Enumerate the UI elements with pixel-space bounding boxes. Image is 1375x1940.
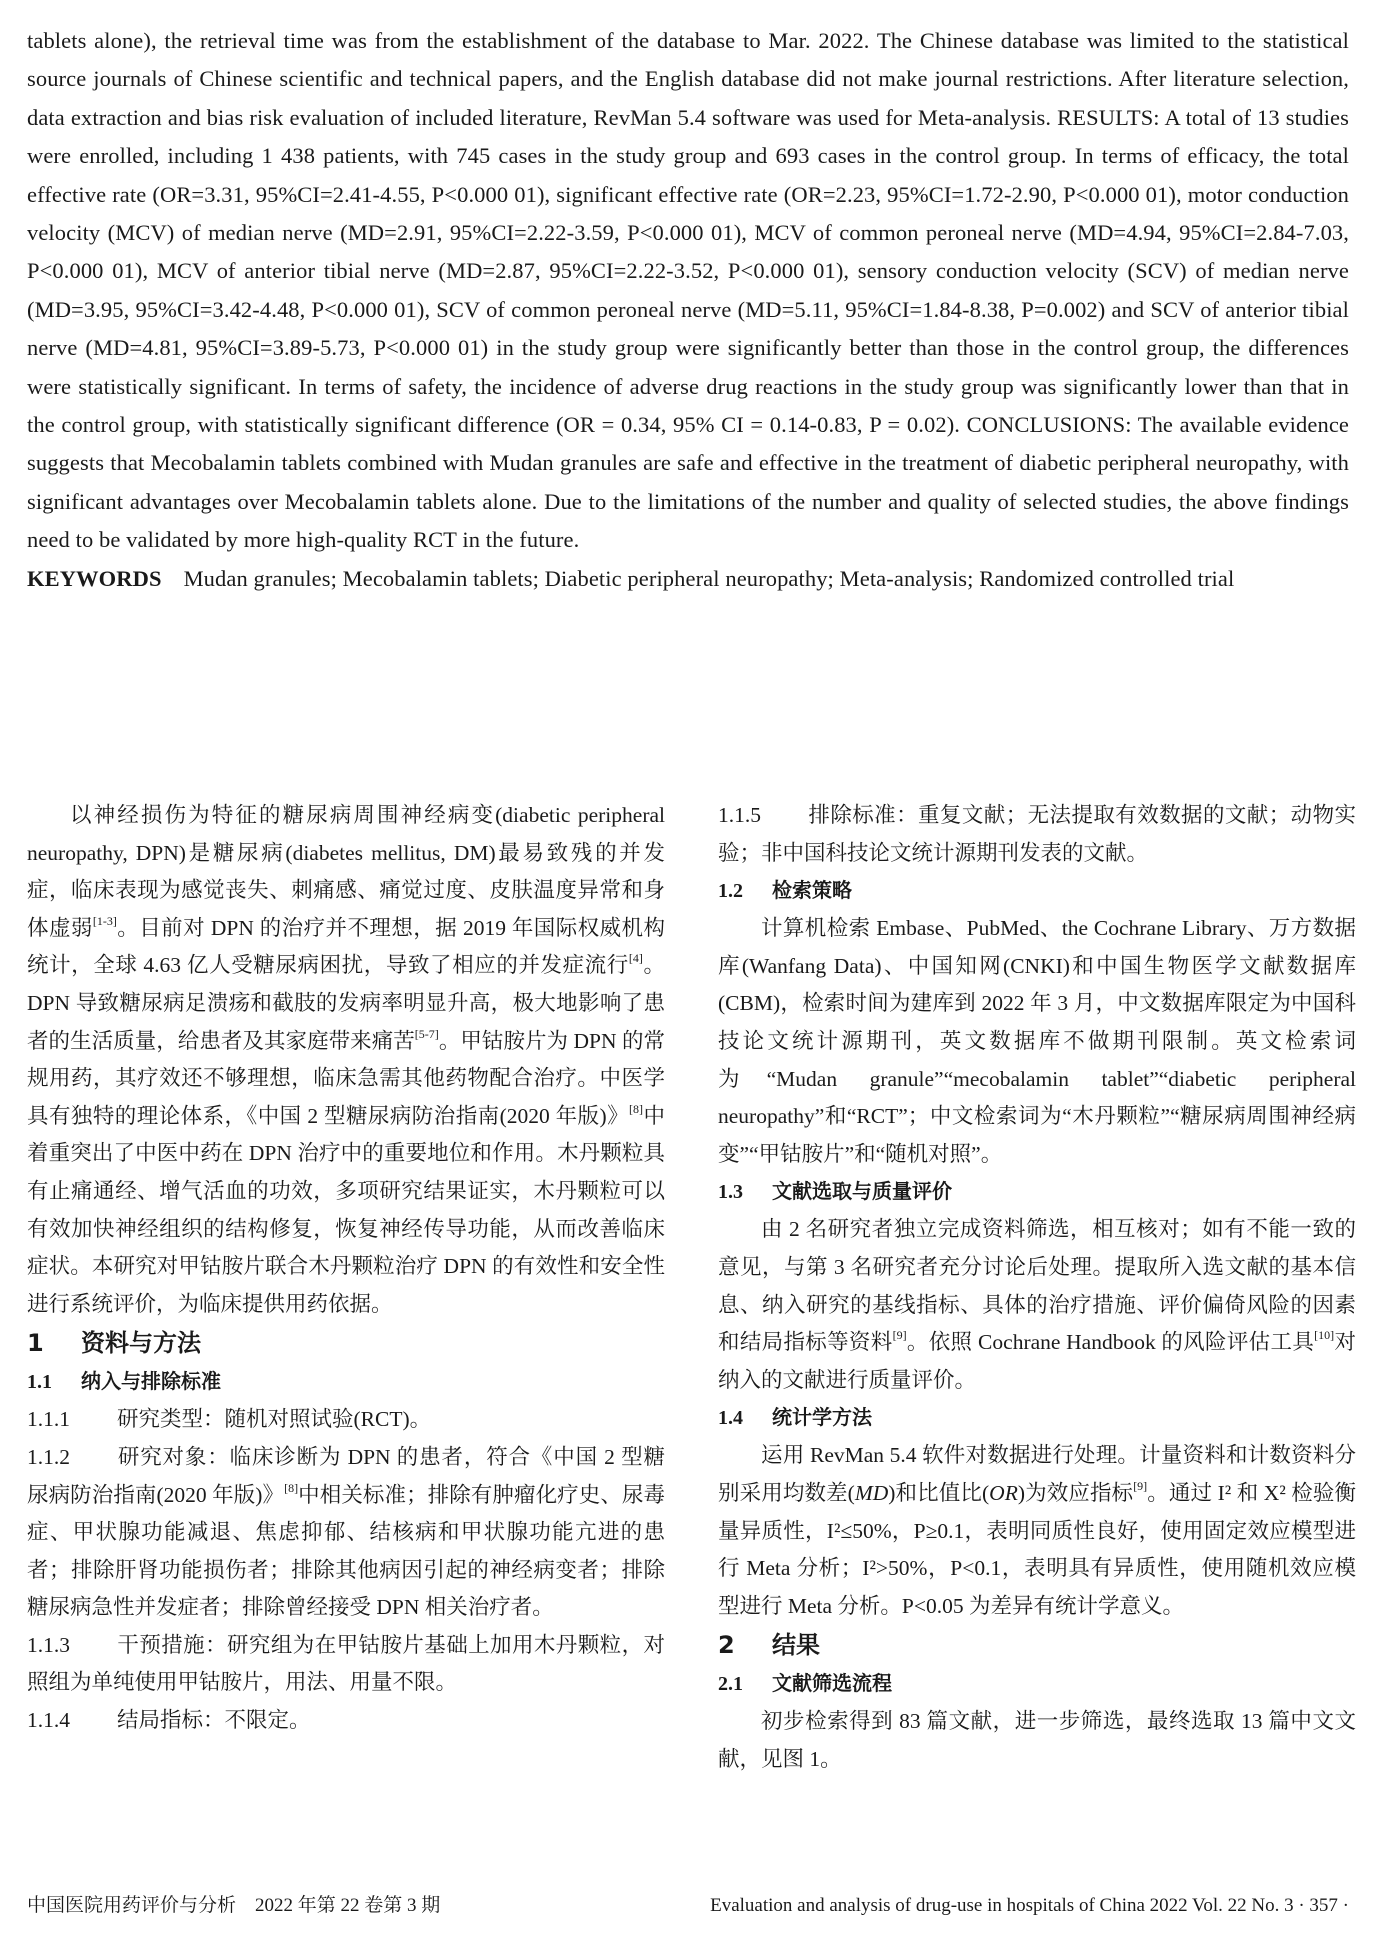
subsection-1-1-4: 1.1.4 结局指标：不限定。 <box>27 1708 311 1733</box>
section-heading-2-1: 2.1 文献筛选流程 <box>718 1671 892 1696</box>
search-strategy-paragraph: 计算机检索 Embase、PubMed、the Cochrane Library、万方数据库(Wanfang Data)、中国知网(CNKI)和中国生物医学文献数据库(CBM)，检索时间为建库到 2022 年 3 月，中文数据库限定为中国科技论文统计源期刊，英文数据库不做期刊限制。英文检索词为“Mudan granule”“mecobalamin tablet”“diabetic peripheral neuropathy”和“RCT”；中文检索词为“木丹颗粒”“糖尿病周围神经病变”“甲钴胺片”和“随机对照”。 <box>718 916 1356 1166</box>
subsection-1-1-1: 1.1.1 研究类型：随机对照试验(RCT)。 <box>27 1407 432 1432</box>
intro-paragraph: 以神经损伤为特征的糖尿病周围神经病变(diabetic peripheral neuropathy, DPN)是糖尿病(diabetes mellitus, DM)最易致残的并发症，临床表现为感觉丧失、刺痛感、痛觉过度、皮肤温度异常和身体虚弱[1-3]。目前对 DPN 的治疗并不理想，据 2019 年国际权威机构统计，全球 4.63 亿人受糖尿病困扰，导致了相应的并发症流行[4]。DPN 导致糖尿病足溃疡和截肢的发病率明显升高，极大地影响了患者的生活质量，给患者及其家庭带来痛苦[5-7]。甲钴胺片为 DPN 的常规用药，其疗效还不够理想，临床急需其他药物配合治疗。中医学具有独特的理论体系，《中国 2 型糖尿病防治指南(2020 年版)》[8]中着重突出了中医中药在 DPN 治疗中的重要地位和作用。木丹颗粒具有止痛通经、增气活血的功效，多项研究结果证实，木丹颗粒可以有效加快神经组织的结构修复，恢复神经传导功能，从而改善临床症状。本研究对甲钴胺片联合木丹颗粒治疗 DPN 的有效性和安全性进行系统评价，为临床提供用药依据。 <box>27 803 665 1316</box>
section-heading-1-3: 1.3 文献选取与质量评价 <box>718 1179 952 1204</box>
keywords-text: Mudan granules; Mecobalamin tablets; Diabetic peripheral neuropathy; Meta-analysis; Randomized controlled trial <box>183 565 1235 591</box>
citation: [9] <box>892 1328 907 1343</box>
section-heading-1: 1 资料与方法 <box>27 1329 201 1358</box>
citation: [9] <box>1133 1478 1148 1493</box>
section-heading-1-4: 1.4 统计学方法 <box>718 1405 872 1430</box>
footer-journal-cn: 中国医院用药评价与分析 2022 年第 22 卷第 3 期 <box>27 1895 441 1916</box>
subsection-1-1-5: 1.1.5 排除标准：重复文献；无法提取有效数据的文献；动物实验；非中国科技论文统计源期刊发表的文献。 <box>718 803 1356 865</box>
right-column <box>718 797 1356 1778</box>
page-footer <box>27 1893 1349 1919</box>
section-heading-2: 2 结果 <box>718 1631 820 1660</box>
section-heading-1-2: 1.2 检索策略 <box>718 878 852 903</box>
keywords-label: KEYWORDS <box>27 565 162 591</box>
abstract-body: tablets alone), the retrieval time was from the establishment of the database to Mar. 2022. The Chinese database was limited to the statistical source journals of Chinese scientific and technical papers, and the English database did not make journal restrictions. After literature selection, data extraction and bias risk evaluation of included literature, RevMan 5.4 software was used for Meta-analysis. RESULTS: A total of 13 studies were enrolled, including 1 438 patients, with 745 cases in the study group and 693 cases in the control group. In terms of efficacy, the total effective rate (OR=3.31, 95%CI=2.41-4.55, P<0.000 01), significant effective rate (OR=2.23, 95%CI=1.72-2.90, P<0.000 01), motor conduction velocity (MCV) of median nerve (MD=2.91, 95%CI=2.22-3.59, P<0.000 01), MCV of common peroneal nerve (MD=4.94, 95%CI=2.84-7.03, P<0.000 01), MCV of anterior tibial nerve (MD=2.87, 95%CI=2.22-3.52, P<0.000 01), sensory conduction velocity (SCV) of median nerve (MD=3.95, 95%CI=3.42-4.48, P<0.000 01), SCV of common peroneal nerve (MD=5.11, 95%CI=1.84-8.38, P=0.002) and SCV of anterior tibial nerve (MD=4.81, 95%CI=3.89-5.73, P<0.000 01) in the study group were significantly better than those in the control group, the differences were statistically significant. In terms of safety, the incidence of adverse drug reactions in the study group was significantly lower than that in the control group, with statistically significant difference (OR = 0.34, 95% CI = 0.14-0.83, P = 0.02). CONCLUSIONS: The available evidence suggests that Mecobalamin tablets combined with Mudan granules are safe and effective in the treatment of diabetic peripheral neuropathy, with significant advantages over Mecobalamin tablets alone. Due to the limitations of the number and quality of selected studies, the above findings need to be validated by more high-quality RCT in the future. <box>27 28 1349 553</box>
statistics-paragraph: 运用 RevMan 5.4 软件对数据进行处理。计量资料和计数资料分别采用均数差(MD)和比值比(OR)为效应指标[9]。通过 I² 和 X² 检验衡量异质性，I²≤50%，P≥0.1，表明同质性良好，使用固定效应模型进行 Meta 分析；I²>50%，P<0.1，表明具有异质性，使用随机效应模型进行 Meta 分析。P<0.05 为差异有统计学意义。 <box>718 1443 1356 1618</box>
citation: [8] <box>629 1101 644 1116</box>
section-heading-1-1: 1.1 纳入与排除标准 <box>27 1369 221 1394</box>
citation: [5-7] <box>414 1026 439 1041</box>
citation: [4] <box>628 951 643 966</box>
subsection-1-1-3: 1.1.3 干预措施：研究组为在甲钴胺片基础上加用木丹颗粒，对照组为单纯使用甲钴胺片，用法、用量不限。 <box>27 1632 665 1695</box>
footer-journal-en: Evaluation and analysis of drug-use in hospitals of China 2022 Vol. 22 No. 3 · 357 · <box>710 1895 1349 1916</box>
selection-quality-paragraph: 由 2 名研究者独立完成资料筛选，相互核对；如有不能一致的意见，与第 3 名研究者充分讨论后处理。提取所入选文献的基本信息、纳入研究的基线指标、具体的治疗措施、评价偏倚风险的因素和结局指标等资料[9]。依照 Cochrane Handbook 的风险评估工具[10]对纳入的文献进行质量评价。 <box>718 1217 1356 1392</box>
keywords <box>27 560 1349 598</box>
citation: [8] <box>284 1480 299 1495</box>
citation: [1-3] <box>92 913 117 928</box>
screening-paragraph: 初步检索得到 83 篇文献，进一步筛选，最终选取 13 篇中文文献，见图 1。 <box>718 1709 1356 1771</box>
english-abstract <box>27 22 1349 598</box>
citation: [10] <box>1314 1328 1335 1343</box>
left-column <box>27 797 665 1740</box>
subsection-1-1-2: 1.1.2 研究对象：临床诊断为 DPN 的患者，符合《中国 2 型糖尿病防治指南(2020 年版)》[8]中相关标准；排除有肿瘤化疗史、尿毒症、甲状腺功能减退、焦虑抑郁、结核病和甲状腺功能亢进的患者；排除肝肾功能损伤者；排除其他病因引起的神经病变者；排除糖尿病急性并发症者；排除曾经接受 DPN 相关治疗者。 <box>27 1444 665 1620</box>
